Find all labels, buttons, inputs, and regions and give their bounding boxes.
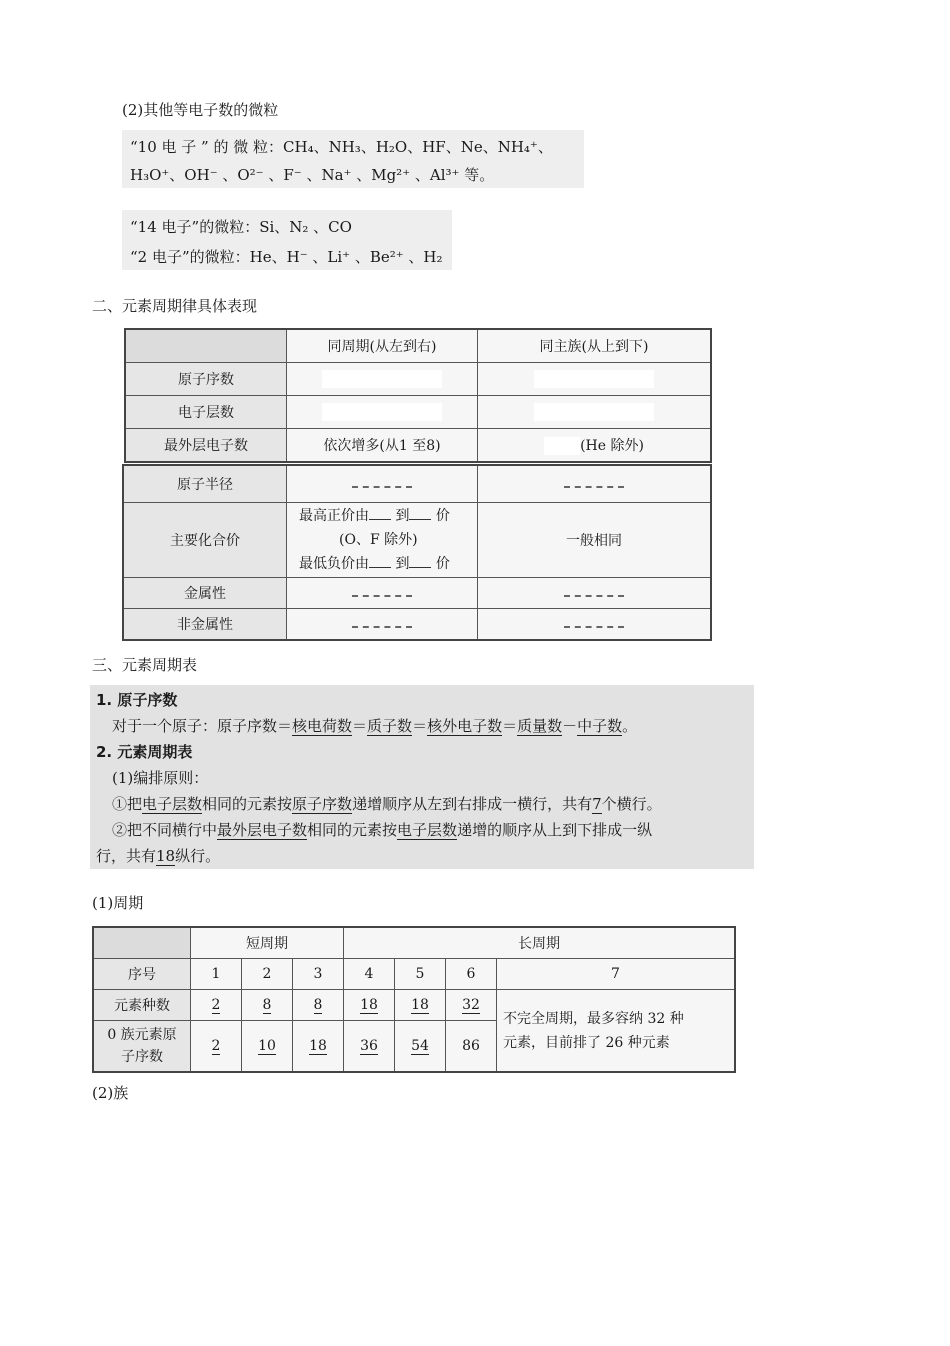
rule-text: ②把不同横行中: [112, 821, 218, 839]
table-row: [93, 959, 735, 990]
table-row: [123, 609, 711, 641]
minus-sign: －: [562, 717, 578, 735]
period-table: [92, 926, 736, 1073]
note-line-1: 不完全周期，最多容纳 32 种: [503, 1010, 684, 1027]
zero-group-value: 54: [411, 1038, 429, 1054]
term-shells: 电子层数: [397, 821, 458, 839]
period-7-note: [497, 990, 736, 1073]
col-same-period: 同周期(从左到右): [287, 329, 478, 363]
zero-group-value: 2: [211, 1038, 221, 1054]
header-short-period: 短周期: [191, 927, 344, 959]
term-nuclear-charge: 核电荷数: [292, 717, 353, 735]
header-empty: [93, 927, 191, 959]
zero-group-number: [293, 1021, 344, 1073]
row-label-radius: 原子半径: [123, 465, 287, 503]
zero-group-number: [191, 1021, 242, 1073]
section-2-heading: 二、元素周期律具体表现: [92, 297, 258, 315]
col-same-group: 同主族(从上到下): [478, 329, 712, 363]
element-count: [293, 990, 344, 1021]
cell-blank: [478, 396, 712, 429]
term-mass-number: 质量数: [517, 717, 563, 735]
count-value: 8: [262, 997, 272, 1013]
term-eighteen: 18: [156, 847, 176, 865]
label-line-2: 子序数: [121, 1049, 163, 1065]
cell-blank: [287, 465, 478, 503]
periodic-table-title: 2. 元素周期表: [96, 743, 193, 761]
label-element-count: 元素种数: [93, 990, 191, 1021]
rule-text: 递增的顺序从上到下排成一纵: [457, 821, 653, 839]
family-heading: (2)族: [92, 1084, 129, 1102]
element-count: [446, 990, 497, 1021]
periodic-table-notes: [90, 685, 754, 869]
ten-electron-line-1: “10 电 子 ” 的 微 粒：CH₄、NH₃、H₂O、HF、Ne、NH₄⁺、: [130, 138, 553, 156]
cell-blank: [287, 609, 478, 641]
element-count: [344, 990, 395, 1021]
period-number: 6: [446, 959, 497, 990]
cell-blank: [478, 578, 712, 609]
rule-2-cont: [96, 845, 220, 866]
rule-text: 行，共有: [96, 847, 157, 865]
ten-electron-line-2: H₃O⁺、OH⁻ 、O²⁻ 、F⁻ 、Na⁺ 、Mg²⁺ 、Al³⁺ 等。: [130, 166, 495, 184]
row-label-metallic: 金属性: [123, 578, 287, 609]
count-value: 2: [211, 997, 221, 1013]
zero-group-number: [242, 1021, 293, 1073]
table-row: [125, 396, 711, 429]
element-count: [191, 990, 242, 1021]
row-label-valence: 主要化合价: [123, 503, 287, 578]
zero-group-number: [395, 1021, 446, 1073]
term-shells: 电子层数: [142, 795, 203, 813]
ten-electron-block: [122, 130, 584, 188]
element-count: [395, 990, 446, 1021]
cell-blank: [478, 363, 712, 396]
cell-valence-group: 一般相同: [478, 503, 712, 578]
valence-min-unit: 价: [435, 556, 450, 572]
term-seven: 7: [592, 795, 602, 813]
period-number: 7: [497, 959, 736, 990]
periodic-law-table-2: [122, 464, 712, 641]
term-outer-electrons: 最外层电子数: [217, 821, 308, 839]
row-label-outer-electrons: 最外层电子数: [125, 429, 287, 463]
rule-text: 相同的元素按: [202, 795, 293, 813]
valence-min-text: 最低负价由: [299, 556, 369, 572]
cell-blank: [478, 609, 712, 641]
term-neutrons: 中子数: [577, 717, 623, 735]
term-electrons: 核外电子数: [427, 717, 503, 735]
table-row: [93, 990, 735, 1021]
equals-sign: ＝: [352, 717, 368, 735]
zero-group-value: 18: [309, 1038, 327, 1054]
period-number: 3: [293, 959, 344, 990]
cell-blank: [287, 363, 478, 396]
zero-group-number: [344, 1021, 395, 1073]
rule-text: 纵行。: [175, 847, 221, 865]
count-value: 18: [411, 997, 429, 1013]
header-long-period: 长周期: [344, 927, 736, 959]
period-number: 2: [242, 959, 293, 990]
table-row: [123, 503, 711, 578]
period-number: 5: [395, 959, 446, 990]
zero-group-value: 36: [360, 1038, 378, 1054]
row-label-shell-count: 电子层数: [125, 396, 287, 429]
two-electron-line: “2 电子”的微粒：He、H⁻ 、Li⁺ 、Be²⁺ 、H₂: [130, 248, 443, 266]
note-line-2: 元素，目前排了 26 种元素: [503, 1034, 670, 1051]
count-value: 18: [360, 997, 378, 1013]
rule-text: 相同的元素按: [307, 821, 398, 839]
definition-text: 对于一个原子：原子序数＝: [112, 717, 293, 735]
period-number: 1: [191, 959, 242, 990]
label-number: 序号: [93, 959, 191, 990]
period-mark: 。: [622, 717, 638, 735]
table-row: [125, 329, 711, 363]
period-number: 4: [344, 959, 395, 990]
label-zero-group: [93, 1021, 191, 1073]
equals-sign: ＝: [502, 717, 518, 735]
zero-group-value: 10: [258, 1038, 276, 1054]
term-protons: 质子数: [367, 717, 413, 735]
cell-blank: [287, 578, 478, 609]
valence-note: (O、F 除外): [339, 532, 418, 548]
row-label-nonmetallic: 非金属性: [123, 609, 287, 641]
valence-min-to: 到: [395, 556, 410, 572]
subheading-other-particles: (2)其他等电子数的微粒: [122, 101, 279, 119]
rule-1: [112, 793, 662, 814]
table-row: [123, 465, 711, 503]
count-value: 8: [313, 997, 323, 1013]
zero-group-value: 86: [462, 1038, 480, 1054]
term-atomic-number: 原子序数: [292, 795, 353, 813]
outer-group-text: (He 除外): [580, 438, 644, 454]
valence-max-text: 最高正价由: [299, 508, 369, 524]
atomic-number-definition: [112, 715, 637, 736]
valence-max-unit: 价: [435, 508, 450, 524]
valence-max-to: 到: [395, 508, 410, 524]
table-row: [93, 927, 735, 959]
fourteen-electron-line: “14 电子”的微粒：Si、N₂ 、CO: [130, 218, 352, 236]
table-row: [125, 363, 711, 396]
cell-blank: [478, 465, 712, 503]
table-row: [125, 429, 711, 463]
atomic-number-title: 1. 原子序数: [96, 691, 178, 709]
equals-sign: ＝: [412, 717, 428, 735]
rule-text: 个横行。: [601, 795, 662, 813]
element-count: [242, 990, 293, 1021]
other-electron-block: [122, 210, 452, 270]
label-line-1: 0 族元素原: [107, 1027, 177, 1043]
rule-2: [112, 819, 652, 840]
table-header-empty: [125, 329, 287, 363]
cell-outer-group: [478, 429, 712, 463]
cell-valence-period: [287, 503, 478, 578]
count-value: 32: [462, 997, 480, 1013]
zero-group-number: [446, 1021, 497, 1073]
rule-text: ①把: [112, 795, 143, 813]
periodic-law-table-1: [124, 328, 712, 463]
arrangement-principle: (1)编排原则：: [112, 769, 209, 787]
cell-blank: [287, 396, 478, 429]
table-row: [123, 578, 711, 609]
row-label-atomic-number: 原子序数: [125, 363, 287, 396]
period-heading: (1)周期: [92, 894, 144, 912]
rule-text: 递增顺序从左到右排成一横行，共有: [352, 795, 593, 813]
cell-outer-period: 依次增多(从1 至8): [287, 429, 478, 463]
section-3-heading: 三、元素周期表: [92, 656, 198, 674]
